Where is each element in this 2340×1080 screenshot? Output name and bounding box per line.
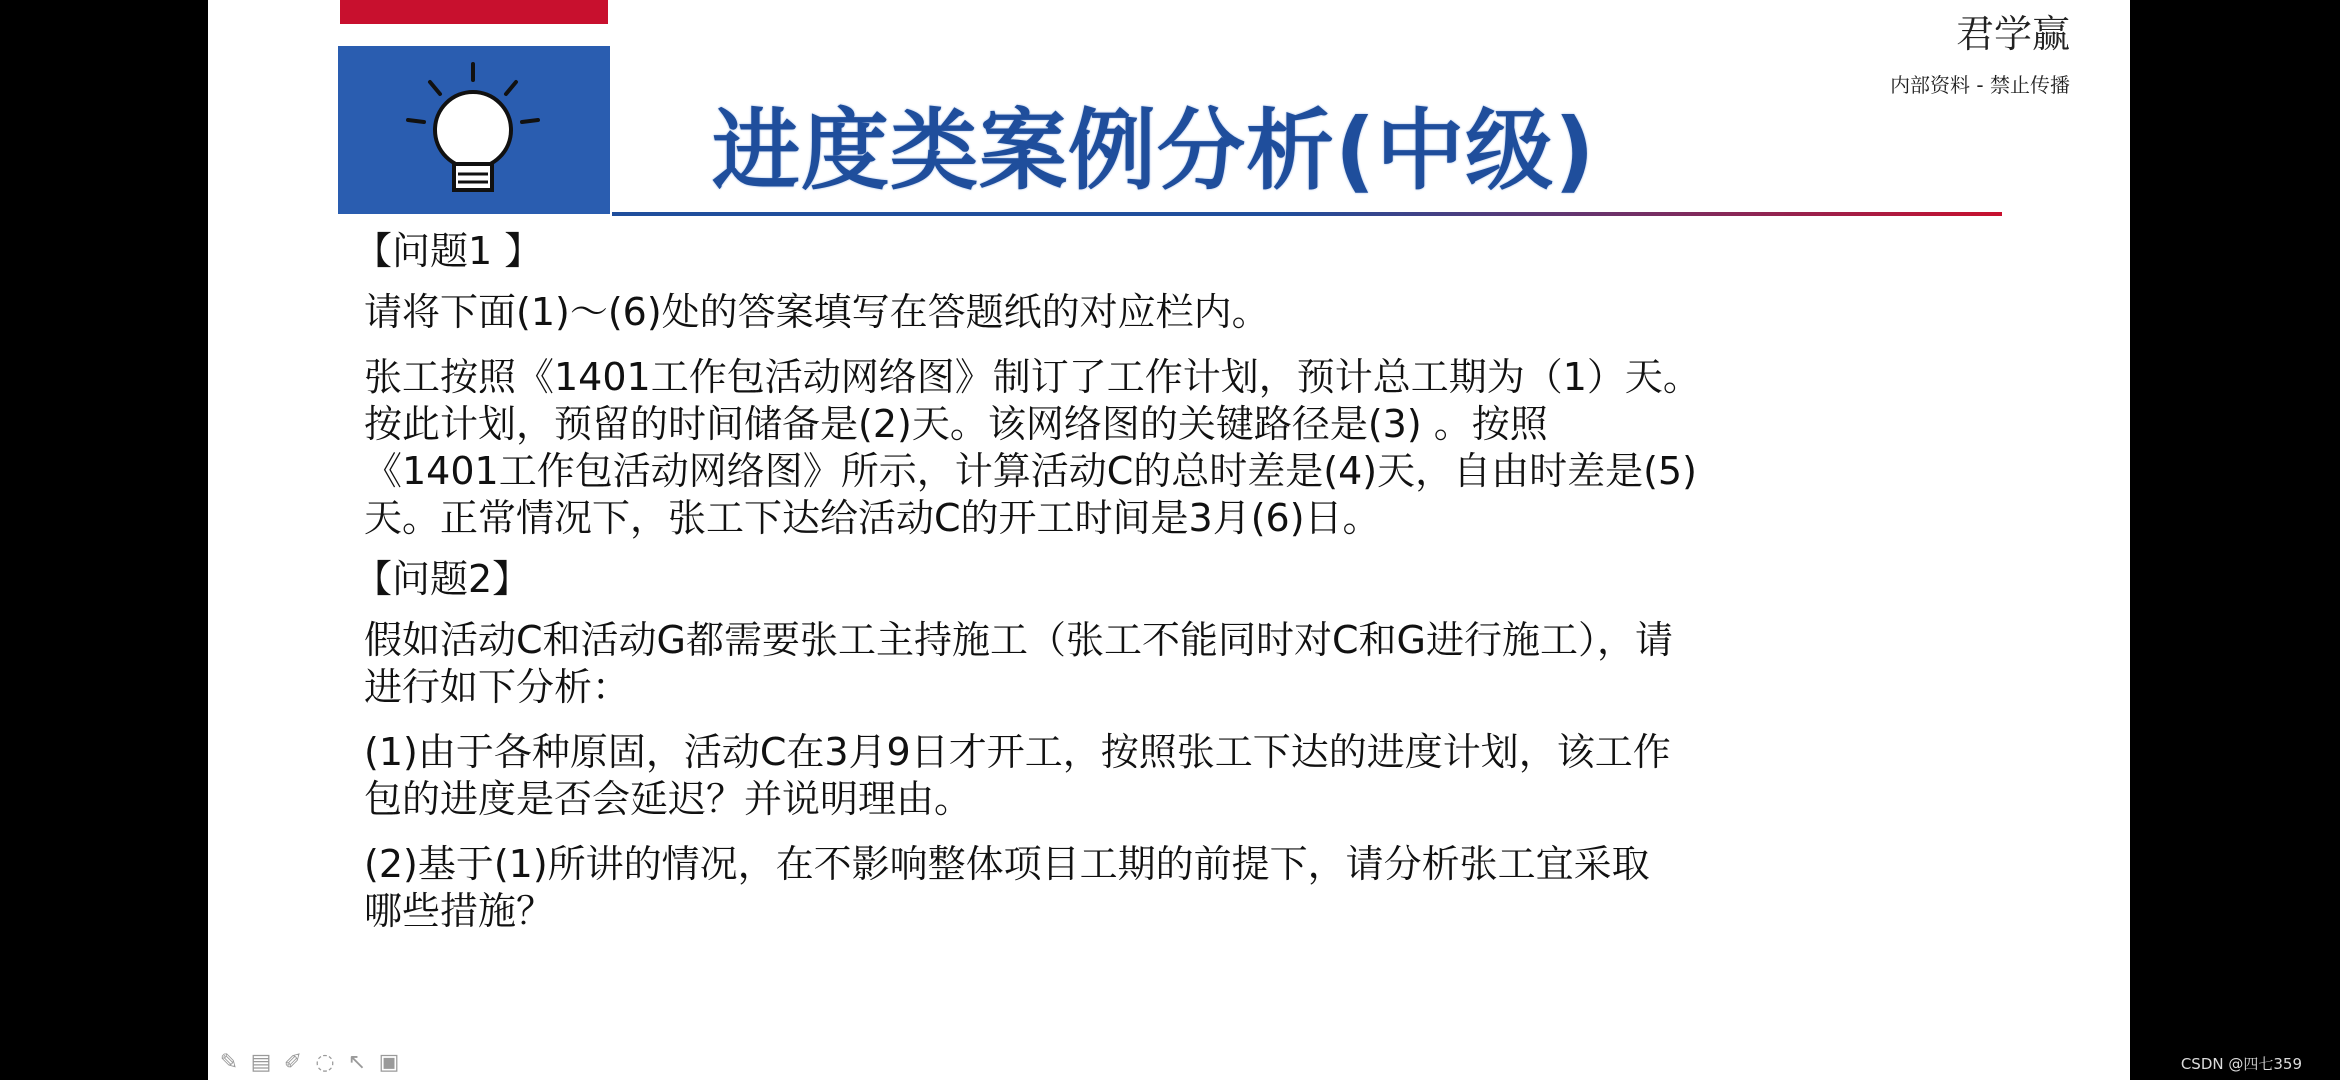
question-2-item-1-line: (1)由于各种原固，活动C在3月9日才开工，按照张工下达的进度计划，该工作 — [364, 730, 1671, 774]
top-red-bar — [340, 0, 608, 24]
brand-note: 内部资料 - 禁止传播 — [1890, 73, 2070, 97]
slides-icon[interactable]: ▤ — [250, 1050, 272, 1075]
question-1-line: 按此计划，预留的时间储备是(2)天。该网络图的关键路径是(3) 。按照 — [364, 402, 1548, 446]
lightbulb-banner — [338, 46, 610, 214]
zoom-icon[interactable]: ◌ — [315, 1050, 335, 1075]
question-1-header: 【问题1 】 — [354, 229, 543, 273]
question-2-intro — [354, 617, 2014, 711]
watermark: CSDN @四七359 — [2180, 1055, 2302, 1073]
screen-icon[interactable]: ▣ — [378, 1050, 400, 1075]
pointer-icon[interactable]: ↖ — [347, 1050, 367, 1075]
lightbulb-icon — [398, 60, 548, 205]
question-2-item-2-line: (2)基于(1)所讲的情况，在不影响整体项目工期的前提下，请分析张工宜采取 — [364, 842, 1650, 886]
question-1-body — [354, 354, 2014, 542]
presentation-toolbar — [216, 1052, 402, 1074]
slide-title: 进度类案例分析(中级) — [712, 99, 1596, 202]
question-2-item-1-line: 包的进度是否会延迟？并说明理由。 — [364, 777, 973, 821]
slide-content — [354, 228, 2014, 935]
pen-icon[interactable]: ✎ — [219, 1050, 239, 1075]
question-2-item-1 — [354, 729, 2014, 823]
question-2-item-2-line: 哪些措施？ — [364, 889, 555, 933]
question-1-line: 《1401工作包活动网络图》所示，计算活动C的总时差是(4)天，自由时差是(5) — [364, 449, 1697, 493]
highlighter-icon[interactable]: ✐ — [283, 1050, 303, 1075]
question-1-line: 天。正常情况下，张工下达给活动C的开工时间是3月(6)日。 — [364, 496, 1381, 540]
slide — [208, 0, 2130, 1080]
question-2-intro-line: 假如活动C和活动G都需要张工主持施工（张工不能同时对C和G进行施工），请 — [364, 618, 1673, 662]
question-2-header: 【问题2】 — [354, 557, 531, 601]
brand-block — [1870, 8, 2070, 98]
question-1-line: 张工按照《1401工作包活动网络图》制订了工作计划，预计总工期为（1）天。 — [364, 355, 1701, 399]
question-1-intro: 请将下面(1)～(6)处的答案填写在答题纸的对应栏内。 — [364, 290, 1270, 334]
question-2-item-2 — [354, 841, 2014, 935]
brand-name: 君学赢 — [1955, 12, 2070, 56]
question-2-intro-line: 进行如下分析： — [364, 665, 631, 709]
title-divider — [612, 212, 2002, 216]
